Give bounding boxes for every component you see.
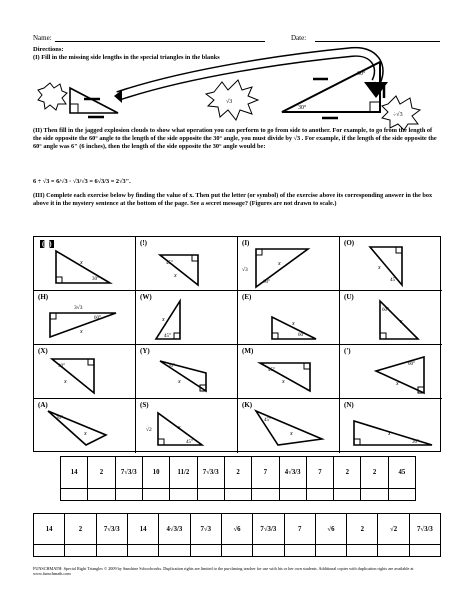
strip-answer-cell: 14 (61, 457, 88, 488)
strip-answer-cell: 4√3/3 (280, 457, 307, 488)
exercise-cell[interactable] (340, 345, 442, 399)
letter-box[interactable] (389, 489, 416, 501)
strip-answer-cell: 14 (34, 514, 65, 544)
special-triangle-diagram (0, 0, 474, 130)
exercise-cell[interactable] (34, 291, 136, 345)
directions-title: Directions: (33, 46, 64, 53)
svg-text:30°: 30° (412, 440, 419, 445)
svg-text:3√3: 3√3 (74, 305, 83, 311)
strip-answer-cell: 7√3/3 (198, 457, 225, 488)
strip-answer-cell: 2 (65, 514, 96, 544)
exercise-label: (N) (344, 401, 354, 409)
letter-box[interactable] (143, 489, 170, 501)
exercise-label: (H) (38, 293, 49, 301)
letter-box[interactable] (316, 545, 347, 557)
mystery-strip-2 (33, 513, 441, 545)
svg-text:60°: 60° (94, 316, 101, 321)
letter-box[interactable] (334, 489, 361, 501)
svg-text:30°: 30° (56, 416, 63, 421)
exercise-label: (I) (242, 239, 250, 247)
exercise-cell[interactable] (238, 237, 340, 291)
svg-text:x: x (400, 319, 403, 325)
exercise-label: (U) (344, 293, 354, 301)
directions-part1: (I) Fill in the missing side lengths in the special triangles in the blanks (33, 54, 220, 61)
strip-answer-cell: 7√3/3 (416, 525, 433, 533)
svg-text:x: x (80, 260, 83, 266)
letter-box[interactable] (361, 489, 388, 501)
letter-box[interactable] (159, 545, 190, 557)
svg-text:x: x (84, 431, 87, 437)
svg-text:45°: 45° (264, 418, 271, 423)
exercise-cell[interactable] (238, 291, 340, 345)
letter-box[interactable] (170, 489, 197, 501)
exercise-cell[interactable] (136, 345, 238, 399)
strip-answer-cell: 7 (307, 457, 334, 488)
strip-answer-cell: 7√3 (191, 514, 222, 544)
strip-answer-cell: 10 (143, 457, 170, 488)
svg-text:x: x (162, 317, 165, 323)
letter-box[interactable] (285, 545, 316, 557)
letter-box[interactable] (116, 489, 143, 501)
math-line: 6 ÷ √3 = 6/√3 · √3/√3 = 6√3/3 = 2√3". (33, 178, 131, 185)
exercise-label: (O) (344, 239, 355, 247)
exercise-label: (') (344, 347, 351, 355)
strip-answer-cell: 45 (398, 469, 406, 476)
strip-answer-cell: √6 (316, 514, 347, 544)
svg-text:60°: 60° (382, 308, 389, 313)
svg-text:x: x (282, 379, 285, 385)
letter-box[interactable] (378, 545, 409, 557)
bubble-right-text: ÷√3 (393, 112, 403, 118)
exercise-cell[interactable] (238, 399, 340, 453)
svg-text:x: x (396, 381, 399, 387)
svg-text:60°: 60° (298, 333, 305, 338)
directions-part3: (III) Complete each exercise below by finding the value of x. Then put the letter (or symbol) of the exercise above its corresponding answer in the box above it in the mystery sentence at the bottom of the page. See a secret message? (Figures are not drawn to scale.) (33, 192, 433, 207)
letter-box[interactable] (253, 545, 284, 557)
svg-text:x: x (378, 265, 381, 271)
svg-text:45°: 45° (164, 334, 171, 339)
exercise-cell[interactable] (136, 237, 238, 291)
svg-text:30°: 30° (168, 364, 175, 369)
footer-text: FUNSCHMATH: Special Right Triangles © 2009 by Sunshine Schoolworks. Duplication rights are limited to the purchasing teacher for use with his or her own students. Additional copies with duplication rights are available at www.funschmath.com (33, 566, 414, 576)
strip-answer-cell: 2 (334, 457, 361, 488)
strip-answer-cell: √2 (378, 514, 409, 544)
svg-text:√2: √2 (146, 427, 152, 433)
svg-text:x: x (178, 379, 181, 385)
svg-text:x: x (80, 329, 83, 335)
big-angle-top: 60° (357, 71, 366, 77)
exercise-label: (W) (140, 293, 152, 301)
letter-box[interactable] (280, 489, 307, 501)
svg-text:x: x (174, 273, 177, 279)
svg-text:45°: 45° (268, 368, 275, 373)
exercise-label: (X) (38, 347, 48, 355)
name-label: Name: (33, 34, 52, 42)
letter-box[interactable] (97, 545, 128, 557)
strip-answer-cell: 7√3/3 (253, 514, 284, 544)
exercise-cell[interactable] (34, 345, 136, 399)
exercise-cell[interactable] (340, 291, 442, 345)
strip-answer-cell: 7√3/3 (97, 514, 128, 544)
svg-text:60°: 60° (263, 280, 270, 285)
exercise-label: (A) (38, 401, 48, 409)
answer-row-2[interactable] (33, 545, 441, 557)
svg-text:x: x (278, 261, 281, 267)
svg-text:60°: 60° (408, 362, 415, 367)
strip-answer-cell: √6 (222, 514, 253, 544)
svg-text:x: x (290, 431, 293, 437)
small-triangle (70, 88, 118, 117)
letter-box[interactable] (225, 489, 252, 501)
exercise-label: (S) (140, 401, 149, 409)
svg-text:x: x (178, 425, 181, 431)
letter-box[interactable] (410, 545, 441, 557)
strip-answer-cell: 2 (347, 514, 378, 544)
letter-box[interactable] (347, 545, 378, 557)
svg-text:45°: 45° (390, 278, 397, 283)
exercise-cell[interactable] (136, 399, 238, 453)
exercise-label: (!) (140, 239, 147, 247)
letter-box[interactable] (65, 545, 96, 557)
exercise-cell[interactable] (340, 237, 442, 291)
svg-text:30°: 30° (58, 364, 65, 369)
exercise-label: (K) (242, 401, 253, 409)
svg-text:x: x (64, 379, 67, 385)
explosion-cloud-left (38, 83, 67, 110)
strip-answer-cell: 14 (128, 514, 159, 544)
explosion-cloud-middle (206, 80, 258, 120)
exercise-cell[interactable] (340, 399, 442, 453)
exercise-label: (Y) (140, 347, 150, 355)
mystery-strip-1 (60, 456, 416, 489)
letter-box[interactable] (191, 545, 222, 557)
exercise-grid (33, 236, 441, 452)
svg-text:45°: 45° (166, 261, 173, 266)
letter-box[interactable] (88, 489, 115, 501)
strip-answer-cell: 7 (252, 457, 279, 488)
exercise-label: (M) (242, 347, 254, 355)
letter-box[interactable] (222, 545, 253, 557)
directions-part2: (II) Then fill in the jagged explosion clouds to show what operation you can perform to go from side to another. For example, to go from the length of the side opposite the 60° angle to the length of the side opposite the 30° angle, you must divide by √3 . For example, if the length of the side opposite the 60° angle was 6" (6 inches), then the length of the side opposite the 30° angle would be: (33, 127, 437, 150)
strip-answer-cell: 7 (285, 514, 316, 544)
strip-answer-cell: 2 (225, 457, 252, 488)
svg-text:30°: 30° (92, 277, 99, 282)
exercise-cell[interactable] (34, 399, 136, 453)
svg-text:45°: 45° (186, 440, 193, 445)
bubble-mid-text: √3 (226, 99, 233, 105)
strip-answer-cell: 4√3/3 (159, 514, 190, 544)
letter-box[interactable] (128, 545, 159, 557)
answer-row-1[interactable] (60, 489, 416, 501)
svg-text:x: x (388, 431, 391, 437)
exercise-cell[interactable] (136, 291, 238, 345)
exercise-label: (E) (242, 293, 252, 301)
big-triangle (282, 62, 384, 118)
strip-answer-cell: 7√3/3 (116, 457, 143, 488)
explosion-cloud-right (382, 96, 420, 130)
letter-box[interactable] (61, 489, 88, 501)
letter-box[interactable] (307, 489, 334, 501)
date-label: Date: (291, 34, 307, 42)
exercise-label: (█) (42, 240, 52, 248)
exercise-cell[interactable] (34, 237, 136, 291)
svg-text:x: x (292, 321, 295, 327)
exercise-cell[interactable] (238, 345, 340, 399)
letter-box[interactable] (252, 489, 279, 501)
letter-box[interactable] (198, 489, 225, 501)
svg-text:√3: √3 (242, 267, 248, 273)
strip-answer-cell: 2 (361, 457, 388, 488)
strip-answer-cell: 11/2 (170, 457, 197, 488)
big-angle-bottom: 30° (298, 105, 307, 111)
letter-box[interactable] (34, 545, 65, 557)
strip-answer-cell: 2 (88, 457, 115, 488)
